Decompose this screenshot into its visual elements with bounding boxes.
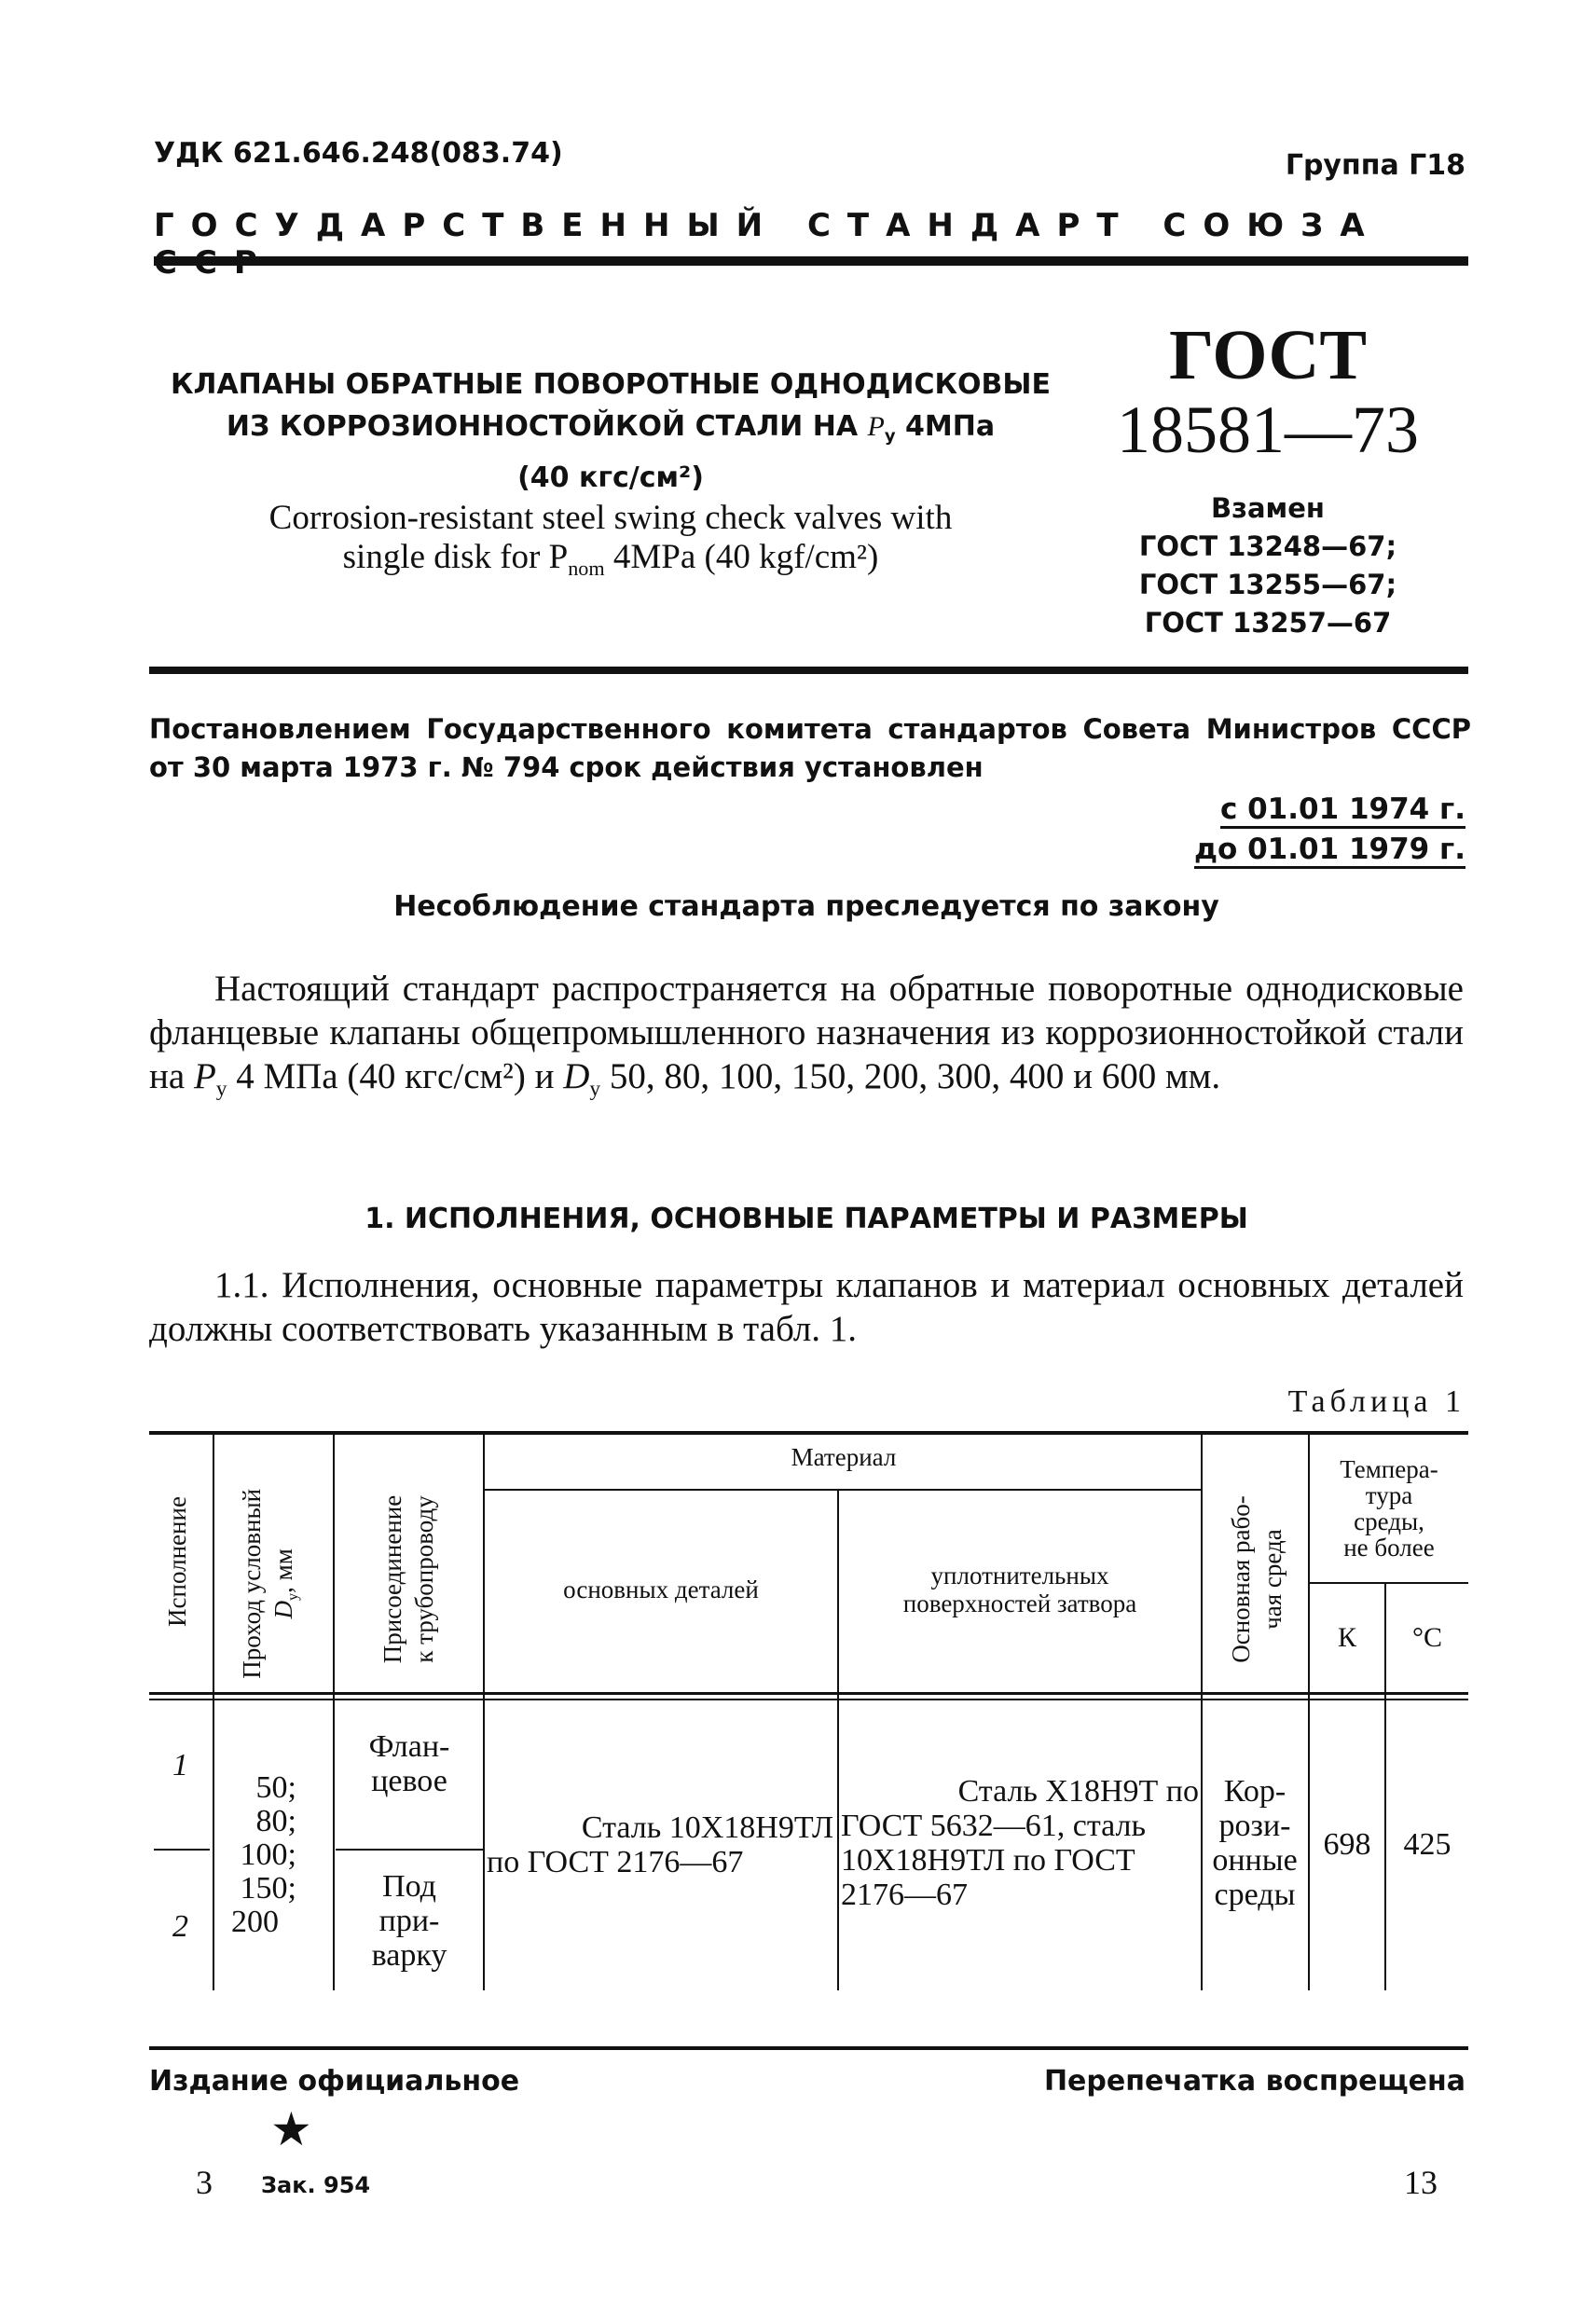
col-rule — [1201, 1431, 1203, 1990]
header-sealing-line1: уплотнительных — [930, 1562, 1109, 1590]
temp-kelvin-value: 698 — [1323, 1827, 1371, 1862]
header-temp-line1: Темпера- — [1340, 1455, 1438, 1483]
nominal-bores — [222, 1771, 296, 1939]
main-parts-line2: по ГОСТ 2176—67 — [487, 1845, 744, 1879]
header-bottom-rule — [149, 1692, 1468, 1695]
connection-welded-line3: варку — [371, 1938, 447, 1973]
header-temp-celsius: °С — [1411, 1622, 1442, 1653]
order-number: Зак. 954 — [261, 2172, 371, 2198]
valid-to-date: до 01.01 1979 г. — [1194, 833, 1465, 869]
header-execution: Исполнение — [163, 1496, 191, 1627]
main-parts-line1: Сталь 10Х18Н9ТЛ — [581, 1810, 833, 1845]
d-subscript: у — [283, 1592, 301, 1601]
p-symbol: P — [193, 1056, 216, 1096]
sealing-line2: ГОСТ 5632—61, сталь — [841, 1809, 1146, 1843]
header-medium — [1225, 1467, 1288, 1691]
bore-value: 150; — [240, 1871, 296, 1906]
header-medium-line1: Основная рабо- — [1227, 1495, 1255, 1663]
sealing-material — [841, 1774, 1199, 1912]
connection-welded — [336, 1869, 483, 1973]
sheet-number: 3 — [196, 2164, 213, 2201]
reprint-prohibited: Перепечатка воспрещена — [1043, 2065, 1465, 2098]
title-en-line2 — [168, 538, 1053, 588]
header-temp-line3: среды, — [1354, 1507, 1424, 1535]
title-ru-line2-pressure: 4МПа — [895, 410, 996, 443]
connection-flanged-line2: цевое — [371, 1764, 447, 1798]
bore-value: 200 — [231, 1905, 279, 1939]
intro-text-a: Настоящий стандарт распространяется на обратные поворотные однодисковые фланцевые клапаны общепромышленного назначения из коррозионностойкой стали на — [149, 969, 1464, 1096]
header-temperature — [1310, 1456, 1468, 1561]
medium-line1: Кор- — [1223, 1774, 1286, 1809]
bore-value: 100; — [240, 1837, 296, 1872]
p-symbol: P — [867, 411, 885, 442]
medium-line2: рози- — [1218, 1809, 1291, 1843]
title-en-line2-a: single disk for P — [342, 538, 569, 576]
group-code: Группа Г18 — [1285, 149, 1465, 182]
header-thick-rule — [154, 256, 1468, 266]
intro-text-b: 4 МПа (40 кгс/см²) и — [227, 1056, 564, 1096]
header-sealing-line2: поверхностей затвора — [902, 1590, 1137, 1617]
connection-flanged-line1: Флан- — [368, 1729, 450, 1764]
title-ru-line2-text: ИЗ КОРРОЗИОННОСТОЙКОЙ СТАЛИ НА — [226, 410, 868, 443]
title-en-line1: Corrosion-resistant steel swing check valves with — [268, 499, 953, 537]
material-split-rule — [485, 1489, 1203, 1491]
table-caption: Таблица 1 — [1287, 1384, 1465, 1419]
bore-value: 50; — [255, 1770, 296, 1805]
bore-unit: , мм — [269, 1548, 298, 1593]
title-en-line2-b: 4MPa (40 kgf/cm²) — [604, 538, 879, 576]
temp-split-rule — [1310, 1582, 1468, 1584]
replaced-standard: ГОСТ 13248—67; — [1138, 530, 1397, 562]
official-edition: Издание официальное — [149, 2065, 520, 2098]
replaced-standard: ГОСТ 13257—67 — [1144, 607, 1392, 639]
footer-rule — [149, 2046, 1468, 2050]
replaces-label: Взамен — [1211, 492, 1325, 524]
intro-text-c: 50, 80, 100, 150, 200, 300, 400 и 600 мм. — [600, 1056, 1221, 1096]
header-connection-line1: Присоединение — [378, 1494, 406, 1664]
title-rule — [149, 667, 1468, 674]
connection-flanged — [336, 1729, 483, 1798]
header-nominal-bore-line2 — [268, 1472, 309, 1696]
title-ru-line2 — [149, 406, 1072, 457]
main-parts-material — [487, 1810, 833, 1879]
title-english — [168, 499, 1053, 588]
header-sealing — [839, 1562, 1201, 1617]
medium-line4: среды — [1214, 1878, 1296, 1912]
bore-value: 80; — [255, 1804, 296, 1838]
working-medium — [1204, 1774, 1306, 1912]
header-bottom-rule-2 — [149, 1699, 1468, 1700]
header-medium-line2: чая среда — [1259, 1529, 1286, 1630]
header-temp-line4: не более — [1343, 1534, 1435, 1562]
clause-1-1: 1.1. Исполнения, основные параметры клапанов и материал основных деталей должны соответствовать указанным в табл. 1. — [149, 1265, 1464, 1349]
col-rule — [213, 1431, 214, 1990]
header-temp-kelvin: К — [1337, 1622, 1356, 1653]
page-number: 13 — [1404, 2164, 1438, 2201]
exec-split-rule — [154, 1849, 210, 1851]
connection-welded-line1: Под — [382, 1869, 436, 1904]
title-en-nom: nom — [568, 556, 605, 580]
sealing-line3: 10Х18Н9ТЛ по ГОСТ — [841, 1843, 1135, 1878]
replaced-standard: ГОСТ 13255—67; — [1138, 569, 1397, 600]
table-top-rule — [149, 1431, 1468, 1435]
sealing-line4: 2176—67 — [841, 1878, 968, 1912]
connection-welded-line2: при- — [378, 1904, 440, 1938]
title-ru-line3: (40 кгс/см²) — [517, 461, 704, 495]
state-standard-heading — [154, 207, 1468, 282]
star-icon: ★ — [270, 2103, 312, 2155]
replaces-block — [1072, 489, 1464, 642]
header-temp-line2: тура — [1365, 1481, 1413, 1509]
title-ru-line1: КЛАПАНЫ ОБРАТНЫЕ ПОВОРОТНЫЕ ОДНОДИСКОВЫЕ — [171, 368, 1051, 401]
intro-paragraph — [149, 967, 1464, 1111]
temp-celsius-value: 425 — [1403, 1827, 1452, 1862]
valid-from-date: с 01.01 1974 г. — [1220, 792, 1465, 829]
gost-number: 18581—73 — [1117, 392, 1419, 467]
title-russian — [149, 364, 1072, 499]
d-symbol: D — [269, 1600, 298, 1619]
header-nominal-bore-line1: Проход условный — [238, 1488, 267, 1679]
col-rule — [333, 1431, 335, 1990]
header-main-parts: основных деталей — [563, 1576, 759, 1603]
d-symbol: D — [563, 1056, 590, 1096]
d-subscript: у — [589, 1077, 601, 1102]
section-heading: 1. ИСПОЛНЕНИЯ, ОСНОВНЫЕ ПАРАМЕТРЫ И РАЗМЕРЫ — [365, 1203, 1248, 1235]
decree-text: Постановлением Государственного комитета стандартов Совета Министров СССР от 30 марта 1973 г. № 794 срок действия установлен — [149, 713, 1471, 783]
header-connection — [377, 1467, 440, 1691]
header-connection-line2: к трубопроводу — [410, 1495, 438, 1663]
header-material: Материал — [791, 1443, 897, 1471]
p-subscript: у — [215, 1077, 227, 1102]
gost-label: ГОСТ — [1168, 316, 1368, 394]
col-rule — [483, 1431, 485, 1990]
state-standard-text: ГОСУДАРСТВЕННЫЙ СТАНДАРТ СОЮЗА — [154, 207, 1382, 244]
sealing-line1: Сталь Х18Н9Т по — [957, 1774, 1199, 1809]
violation-notice: Несоблюдение стандарта преследуется по закону — [393, 890, 1219, 923]
execution-2: 2 — [172, 1909, 188, 1944]
header-nominal-bore — [236, 1472, 309, 1696]
udk-code: УДК 621.646.248(083.74) — [154, 137, 563, 170]
medium-line3: онные — [1212, 1843, 1298, 1878]
connection-split-rule — [336, 1849, 485, 1851]
execution-1: 1 — [172, 1748, 188, 1782]
p-subscript: у — [884, 426, 896, 447]
